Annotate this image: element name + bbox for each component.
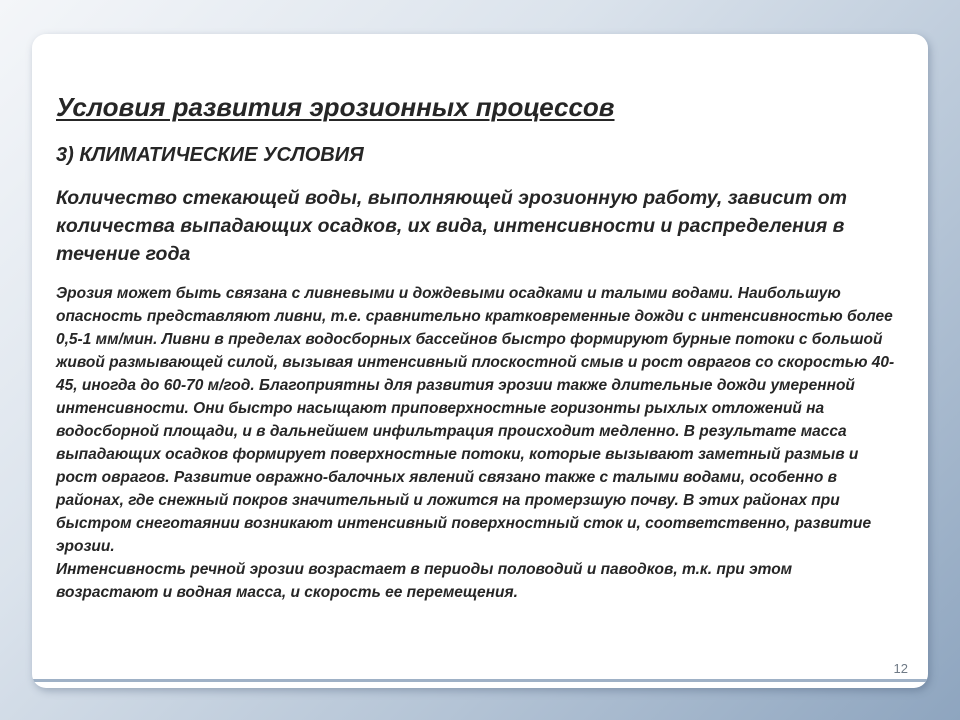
- slide-card: [32, 34, 928, 688]
- page-number: 12: [893, 661, 908, 676]
- lead-paragraph: Количество стекающей воды, выполняющей эрозионную работу, зависит от количества выпадающих осадков, их вида, интенсивности и распределения в течение года: [56, 187, 847, 265]
- slide-content: [56, 90, 896, 604]
- section-heading: 3) КЛИМАТИЧЕСКИЕ УСЛОВИЯ: [56, 144, 364, 166]
- slide-title: Условия развития эрозионных процессов: [56, 92, 615, 122]
- body-paragraph-2: Интенсивность речной эрозии возрастает в периоды половодий и паводков, т.к. при этом возрастают и водная масса, и скорость ее перемещения.: [56, 561, 793, 601]
- bottom-divider: [32, 679, 928, 682]
- body-paragraph: Эрозия может быть связана с ливневыми и дождевыми осадками и талыми водами. Наибольшую опасность представляют ливни, т.е. сравнительно кратковременные дожди с интенсивностью более 0,5-1 мм/мин. Ливни в пределах водосборных бассейнов быстро формируют бурные потоки с большой живой размывающей силой, вызывая интенсивный плоскостной смыв и рост оврагов со скоростью 40-45, иногда до 60-70 м/год. Благоприятны для развития эрозии также длительные дожди умеренной интенсивности. Они быстро насыщают приповерхностные горизонты рыхлых отложений на водосборной площади, и в дальнейшем инфильтрация происходит медленно. В результате масса выпадающих осадков формирует поверхностные потоки, которые вызывают заметный размыв и рост оврагов. Развитие овражно-балочных явлений связано также с талыми водами, особенно в районах, где снежный покров значительный и ложится на промерзшую почву. В этих районах при быстром снеготаянии возникают интенсивный поверхностный сток и, соответственно, развитие эрозии.: [56, 285, 895, 555]
